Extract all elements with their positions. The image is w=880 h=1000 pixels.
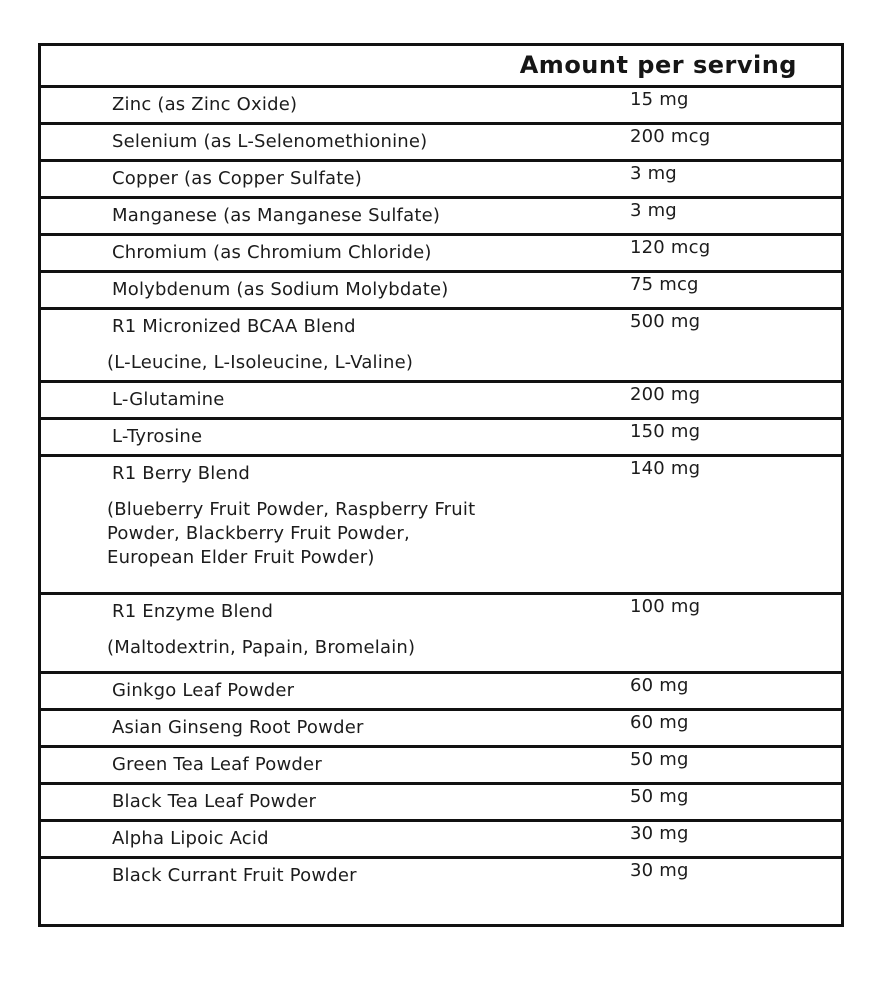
ingredient-name: Ginkgo Leaf Powder xyxy=(112,680,295,701)
ingredient-name: R1 Micronized BCAA Blend xyxy=(112,316,356,337)
ingredient-name: Copper (as Copper Sulfate) xyxy=(112,168,362,189)
ingredient-amount: 500 mg xyxy=(630,311,701,332)
ingredient-name: Selenium (as L-Selenomethionine) xyxy=(112,131,428,152)
table-row-copper xyxy=(41,162,841,199)
table-row-chromium xyxy=(41,236,841,273)
ingredient-name: R1 Berry Blend xyxy=(112,463,251,484)
ingredient-amount: 200 mg xyxy=(630,384,701,405)
ingredient-amount: 50 mg xyxy=(630,749,689,770)
ingredient-details-line: (L-Leucine, L-Isoleucine, L-Valine) xyxy=(107,352,414,373)
ingredient-details xyxy=(107,351,821,375)
ingredient-amount: 140 mg xyxy=(630,458,701,479)
table-row-berry-blend xyxy=(41,457,841,595)
ingredient-amount: 60 mg xyxy=(630,675,689,696)
table-row-manganese xyxy=(41,199,841,236)
ingredient-name: Black Currant Fruit Powder xyxy=(112,865,357,886)
ingredient-details-line: (Blueberry Fruit Powder, Raspberry Fruit xyxy=(107,499,476,520)
ingredient-details-line: Powder, Blackberry Fruit Powder, xyxy=(107,523,410,544)
ingredient-name: Manganese (as Manganese Sulfate) xyxy=(112,205,441,226)
amount-per-serving-header: Amount per serving xyxy=(519,51,797,79)
supplement-facts-table xyxy=(38,43,844,927)
ingredient-amount: 60 mg xyxy=(630,712,689,733)
table-row-ginkgo xyxy=(41,674,841,711)
table-row-l-tyrosine xyxy=(41,420,841,457)
ingredient-amount: 200 mcg xyxy=(630,126,711,147)
table-row-l-glutamine xyxy=(41,383,841,420)
ingredient-amount: 100 mg xyxy=(630,596,701,617)
ingredient-name: Chromium (as Chromium Chloride) xyxy=(112,242,432,263)
ingredient-amount: 3 mg xyxy=(630,200,677,221)
ingredient-details-line: European Elder Fruit Powder) xyxy=(107,547,375,568)
ingredient-name: R1 Enzyme Blend xyxy=(112,601,274,622)
ingredient-amount: 120 mcg xyxy=(630,237,711,258)
ingredient-name: Asian Ginseng Root Powder xyxy=(112,717,364,738)
table-row-alpha-lipoic-acid xyxy=(41,822,841,859)
ingredient-amount: 150 mg xyxy=(630,421,701,442)
ingredient-details-line: (Maltodextrin, Papain, Bromelain) xyxy=(107,637,416,658)
table-row-black-tea xyxy=(41,785,841,822)
ingredient-amount: 30 mg xyxy=(630,823,689,844)
ingredient-amount: 15 mg xyxy=(630,89,689,110)
table-header-row xyxy=(41,46,841,88)
ingredient-name: L-Glutamine xyxy=(112,389,225,410)
table-row-zinc xyxy=(41,88,841,125)
table-row-asian-ginseng xyxy=(41,711,841,748)
table-row-black-currant xyxy=(41,859,841,927)
ingredient-amount: 30 mg xyxy=(630,860,689,881)
ingredient-amount: 75 mcg xyxy=(630,274,699,295)
table-row-bcaa-blend xyxy=(41,310,841,383)
ingredient-name: Black Tea Leaf Powder xyxy=(112,791,317,812)
ingredient-amount: 3 mg xyxy=(630,163,677,184)
table-row-molybdenum xyxy=(41,273,841,310)
ingredient-details xyxy=(107,636,821,660)
ingredient-name: Zinc (as Zinc Oxide) xyxy=(112,94,298,115)
ingredient-details xyxy=(107,498,821,570)
table-row-selenium xyxy=(41,125,841,162)
ingredient-name: Alpha Lipoic Acid xyxy=(112,828,269,849)
ingredient-name: Green Tea Leaf Powder xyxy=(112,754,322,775)
ingredient-name: L-Tyrosine xyxy=(112,426,203,447)
table-row-enzyme-blend xyxy=(41,595,841,674)
ingredient-name: Molybdenum (as Sodium Molybdate) xyxy=(112,279,449,300)
table-row-green-tea xyxy=(41,748,841,785)
ingredient-amount: 50 mg xyxy=(630,786,689,807)
